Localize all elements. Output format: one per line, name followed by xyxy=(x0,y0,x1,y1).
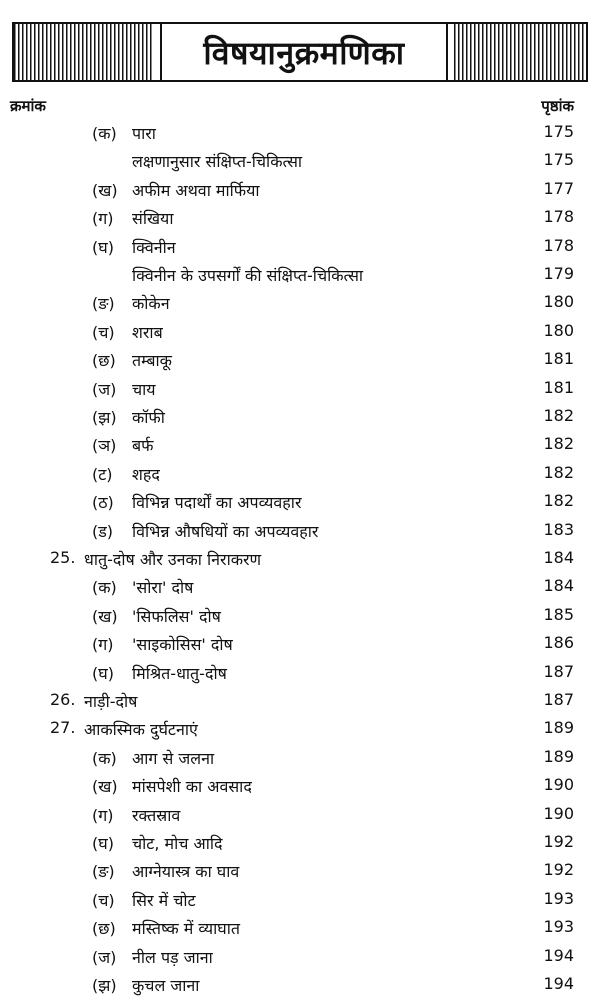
toc-entry-page: 182 xyxy=(543,462,574,482)
toc-row xyxy=(0,177,600,205)
toc-entry-marker: (क) xyxy=(92,748,117,768)
toc-entry-title: 'साइकोसिस' दोष xyxy=(132,635,233,655)
toc-entry-marker: (छ) xyxy=(92,919,116,939)
page-title: विषयानुक्रमणिका xyxy=(203,33,405,72)
toc-entry-title: आग से जलना xyxy=(132,748,215,768)
toc-entry-title: 'सोरा' दोष xyxy=(132,578,194,598)
toc-entry-page: 192 xyxy=(543,860,574,880)
toc-entry-page: 181 xyxy=(543,377,574,397)
toc-entry-title: 'सिफलिस' दोष xyxy=(132,606,221,626)
toc-entry-marker: (ग) xyxy=(92,635,114,655)
toc-entry-marker: (क) xyxy=(92,124,117,143)
toc-entry-page: 179 xyxy=(543,264,574,283)
toc-entry-title: पारा xyxy=(132,124,156,143)
toc-entry-page: 193 xyxy=(543,917,574,937)
toc-entry-title: शराब xyxy=(132,322,163,342)
title-banner xyxy=(12,22,588,82)
toc-entry-marker: (ज) xyxy=(92,947,117,967)
toc-entry-title: विभिन्न पदार्थों का अपव्यवहार xyxy=(132,493,302,513)
toc-entry-marker: (घ) xyxy=(92,663,114,683)
toc-row xyxy=(0,830,600,858)
toc-row xyxy=(0,319,600,347)
toc-row xyxy=(0,972,600,1000)
toc-entry-title: क्विनीन xyxy=(132,237,176,257)
toc-row xyxy=(0,290,600,318)
toc-row xyxy=(0,518,600,546)
toc-entry-page: 189 xyxy=(543,718,574,738)
toc-entry-marker: (ज) xyxy=(92,379,117,399)
toc-entry-title: बर्फ xyxy=(132,436,154,456)
toc-entry-page: 178 xyxy=(543,207,574,227)
toc-entry-marker: (घ) xyxy=(92,834,114,853)
toc-entry-title: तम्बाकू xyxy=(132,351,172,371)
toc-entry-page: 194 xyxy=(543,974,574,993)
toc-entry-marker: (ख) xyxy=(92,606,118,626)
toc-entry-page: 194 xyxy=(543,945,574,965)
toc-row xyxy=(0,205,600,233)
toc-entry-title: कोकेन xyxy=(132,294,170,314)
toc-entry-marker: (ग) xyxy=(92,209,114,229)
toc-entry-page: 189 xyxy=(543,746,574,766)
toc-row xyxy=(0,915,600,943)
toc-row xyxy=(0,773,600,801)
toc-entry-page: 184 xyxy=(543,576,574,596)
toc-entry-page: 178 xyxy=(543,235,574,255)
toc-entry-title: कुचल जाना xyxy=(132,976,200,995)
toc-entry-title: चाय xyxy=(132,379,156,399)
toc-entry-page: 187 xyxy=(543,661,574,681)
toc-entry-title: अफीम अथवा मार्फिया xyxy=(132,180,260,200)
toc-entry-title: कॉफी xyxy=(132,408,165,427)
toc-entry-marker: (ङ) xyxy=(92,862,115,882)
toc-row xyxy=(0,461,600,489)
toc-entry-title: मिश्रित-धातु-दोष xyxy=(132,663,227,683)
toc-row xyxy=(0,858,600,886)
toc-entry-page: 182 xyxy=(543,434,574,454)
toc-entry-number: 26. xyxy=(50,690,76,709)
toc-entry-page: 190 xyxy=(543,803,574,823)
toc-row xyxy=(0,944,600,972)
toc-entry-marker: (ख) xyxy=(92,180,118,200)
toc-row xyxy=(0,432,600,460)
toc-entry-marker: (ट) xyxy=(92,464,113,484)
toc-entry-page: 180 xyxy=(543,292,574,312)
hatch-decoration-left xyxy=(14,24,154,80)
toc-row xyxy=(0,716,600,744)
toc-entry-title: संखिया xyxy=(132,209,174,229)
toc-entry-marker: (ङ) xyxy=(92,294,115,314)
toc-entry-title: रक्तस्राव xyxy=(132,805,181,825)
toc-entry-page: 175 xyxy=(543,150,574,170)
toc-entry-title: शहद xyxy=(132,464,160,484)
toc-row xyxy=(0,262,600,290)
toc-row xyxy=(0,745,600,773)
toc-entry-marker: (च) xyxy=(92,322,115,342)
toc-entry-page: 190 xyxy=(543,775,574,795)
toc-entry-page: 185 xyxy=(543,604,574,624)
toc-row xyxy=(0,376,600,404)
toc-entry-title: धातु-दोष और उनका निराकरण xyxy=(84,550,262,569)
toc-row xyxy=(0,234,600,262)
toc-entry-title: सिर में चोट xyxy=(132,890,196,910)
toc-row xyxy=(0,347,600,375)
toc-entry-marker: (ख) xyxy=(92,777,118,797)
toc-entry-title: क्विनीन के उपसर्गों की संक्षिप्त-चिकित्सा xyxy=(132,266,364,285)
toc-entry-title: नील पड़ जाना xyxy=(132,947,213,967)
toc-row xyxy=(0,574,600,602)
toc-entry-marker: (झ) xyxy=(92,976,117,995)
toc-entry-marker: (झ) xyxy=(92,408,117,427)
toc-entry-page: 182 xyxy=(543,406,574,425)
toc-entry-title: लक्षणानुसार संक्षिप्त-चिकित्सा xyxy=(132,152,303,172)
toc-entry-page: 183 xyxy=(543,519,574,539)
toc-entry-page: 180 xyxy=(543,320,574,340)
toc-entry-number: 25. xyxy=(50,548,76,567)
toc-entry-page: 184 xyxy=(543,548,574,567)
toc-entry-title: मांसपेशी का अवसाद xyxy=(132,777,252,797)
toc-entry-page: 182 xyxy=(543,491,574,511)
toc-row xyxy=(0,546,600,574)
toc-row xyxy=(0,120,600,148)
toc-entry-marker: (छ) xyxy=(92,351,116,371)
toc-entry-number: 27. xyxy=(50,718,76,738)
toc-entry-title: आकस्मिक दुर्घटनाएं xyxy=(84,720,198,740)
column-header-page: पृष्ठांक xyxy=(541,97,574,115)
toc-entry-page: 186 xyxy=(543,633,574,653)
toc-entry-page: 181 xyxy=(543,349,574,369)
toc-row xyxy=(0,603,600,631)
toc-entry-page: 187 xyxy=(543,690,574,709)
toc-row xyxy=(0,631,600,659)
toc-row xyxy=(0,148,600,176)
toc-entry-page: 192 xyxy=(543,832,574,851)
column-header-serial: क्रमांक xyxy=(10,97,46,115)
toc-entry-page: 175 xyxy=(543,122,574,141)
toc-entry-marker: (च) xyxy=(92,890,115,910)
title-box xyxy=(160,24,448,80)
toc-entry-marker: (ड) xyxy=(92,521,114,541)
toc-entry-page: 177 xyxy=(543,178,574,198)
toc-row xyxy=(0,688,600,716)
toc-entry-marker: (ञ) xyxy=(92,436,117,456)
toc-row xyxy=(0,887,600,915)
toc-row xyxy=(0,404,600,432)
toc-entry-marker: (ग) xyxy=(92,805,114,825)
toc-row xyxy=(0,802,600,830)
toc-entry-title: विभिन्न औषधियों का अपव्यवहार xyxy=(132,521,319,541)
toc-entry-marker: (ठ) xyxy=(92,493,114,513)
toc-entry-title: मस्तिष्क में व्याघात xyxy=(132,919,241,939)
toc-entry-marker: (घ) xyxy=(92,237,114,257)
toc-row xyxy=(0,660,600,688)
toc-entry-marker: (क) xyxy=(92,578,117,598)
toc-entry-title: आग्नेयास्त्र का घाव xyxy=(132,862,240,882)
hatch-decoration-right xyxy=(454,24,586,80)
toc-entry-page: 193 xyxy=(543,888,574,908)
toc-entry-title: नाड़ी-दोष xyxy=(84,692,138,711)
toc-row xyxy=(0,489,600,517)
toc-entry-title: चोट, मोच आदि xyxy=(132,834,223,853)
